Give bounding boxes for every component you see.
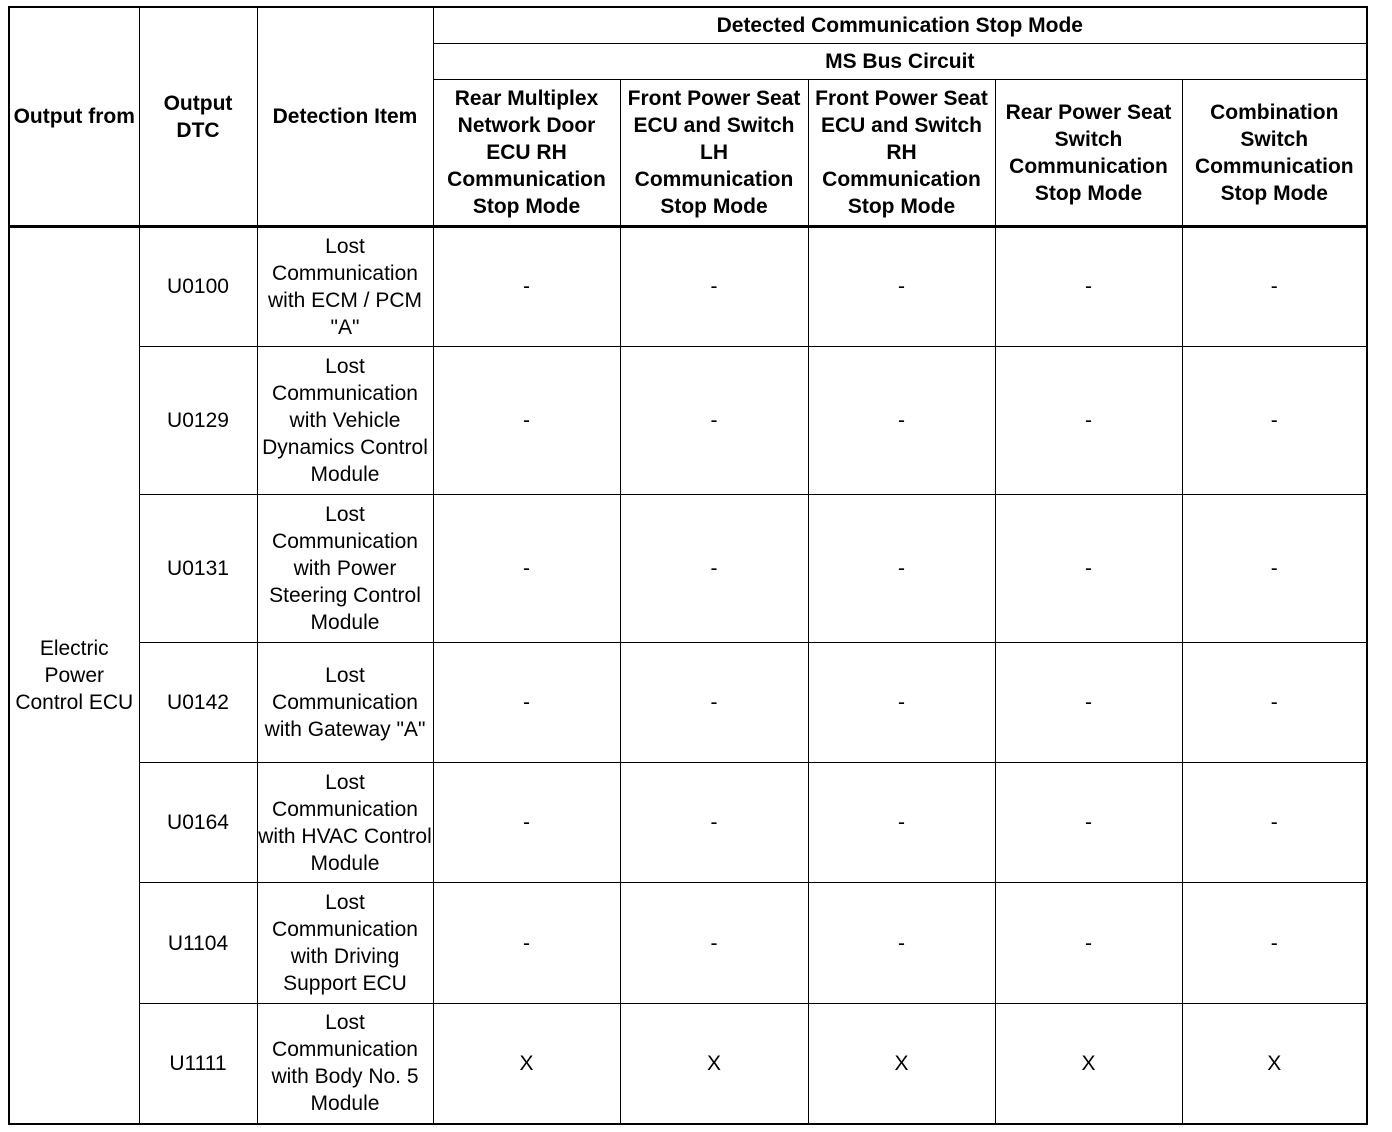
dtc-communication-stop-mode-table: [8, 6, 1368, 1125]
header-output-from: Output from: [9, 7, 139, 227]
mode-mark-cell: -: [620, 643, 808, 762]
header-detection-item: Detection Item: [257, 7, 433, 227]
mode-mark-cell: -: [620, 883, 808, 1004]
output-from-cell: Electric Power Control ECU: [9, 227, 139, 1124]
mode-mark-cell: -: [1182, 643, 1367, 762]
mode-mark-cell: -: [433, 346, 620, 494]
mode-mark-cell: -: [620, 346, 808, 494]
mode-mark-cell: -: [995, 346, 1182, 494]
mode-mark-cell: -: [995, 643, 1182, 762]
header-mode-4: Rear Power Seat Switch Communication Stop Mode: [995, 80, 1182, 227]
detection-item-cell: Lost Communication with Driving Support ECU: [257, 883, 433, 1004]
mode-mark-cell: X: [808, 1003, 995, 1124]
mode-mark-cell: -: [808, 643, 995, 762]
table-row: [9, 883, 1367, 1004]
mode-mark-cell: -: [808, 227, 995, 346]
mode-mark-cell: -: [995, 883, 1182, 1004]
mode-mark-cell: -: [995, 494, 1182, 643]
detection-item-cell: Lost Communication with Power Steering Control Module: [257, 494, 433, 643]
mode-mark-cell: -: [620, 227, 808, 346]
mode-mark-cell: -: [1182, 346, 1367, 494]
table-row: [9, 1003, 1367, 1124]
table-row: [9, 494, 1367, 643]
mode-mark-cell: -: [1182, 494, 1367, 643]
mode-mark-cell: -: [808, 494, 995, 643]
mode-mark-cell: -: [808, 762, 995, 883]
detection-item-cell: Lost Communication with Body No. 5 Module: [257, 1003, 433, 1124]
dtc-cell: U0129: [139, 346, 257, 494]
mode-mark-cell: -: [995, 762, 1182, 883]
dtc-cell: U0164: [139, 762, 257, 883]
dtc-cell: U0131: [139, 494, 257, 643]
detection-item-cell: Lost Communication with HVAC Control Module: [257, 762, 433, 883]
detection-item-cell: Lost Communication with ECM / PCM "A": [257, 227, 433, 346]
table-row: [9, 762, 1367, 883]
dtc-cell: U1111: [139, 1003, 257, 1124]
dtc-cell: U1104: [139, 883, 257, 1004]
table-row: [9, 227, 1367, 346]
header-detected-mode: Detected Communication Stop Mode: [433, 7, 1367, 43]
header-mode-2: Front Power Seat ECU and Switch LH Communication Stop Mode: [620, 80, 808, 227]
mode-mark-cell: X: [1182, 1003, 1367, 1124]
mode-mark-cell: -: [808, 346, 995, 494]
mode-mark-cell: -: [620, 494, 808, 643]
detection-item-cell: Lost Communication with Gateway "A": [257, 643, 433, 762]
dtc-cell: U0100: [139, 227, 257, 346]
mode-mark-cell: -: [995, 227, 1182, 346]
mode-mark-cell: X: [995, 1003, 1182, 1124]
mode-mark-cell: -: [433, 762, 620, 883]
detection-item-cell: Lost Communication with Vehicle Dynamics Control Module: [257, 346, 433, 494]
header-mode-3: Front Power Seat ECU and Switch RH Communication Stop Mode: [808, 80, 995, 227]
mode-mark-cell: -: [433, 494, 620, 643]
mode-mark-cell: -: [433, 227, 620, 346]
dtc-cell: U0142: [139, 643, 257, 762]
header-mode-5: Combination Switch Communication Stop Mode: [1182, 80, 1367, 227]
mode-mark-cell: X: [433, 1003, 620, 1124]
header-output-dtc: Output DTC: [139, 7, 257, 227]
mode-mark-cell: X: [620, 1003, 808, 1124]
mode-mark-cell: -: [433, 883, 620, 1004]
mode-mark-cell: -: [620, 762, 808, 883]
mode-mark-cell: -: [1182, 227, 1367, 346]
table-row: [9, 643, 1367, 762]
table-row: [9, 346, 1367, 494]
mode-mark-cell: -: [1182, 762, 1367, 883]
mode-mark-cell: -: [433, 643, 620, 762]
mode-mark-cell: -: [808, 883, 995, 1004]
mode-mark-cell: -: [1182, 883, 1367, 1004]
header-mode-1: Rear Multiplex Network Door ECU RH Communication Stop Mode: [433, 80, 620, 227]
header-bus-circuit: MS Bus Circuit: [433, 43, 1367, 79]
